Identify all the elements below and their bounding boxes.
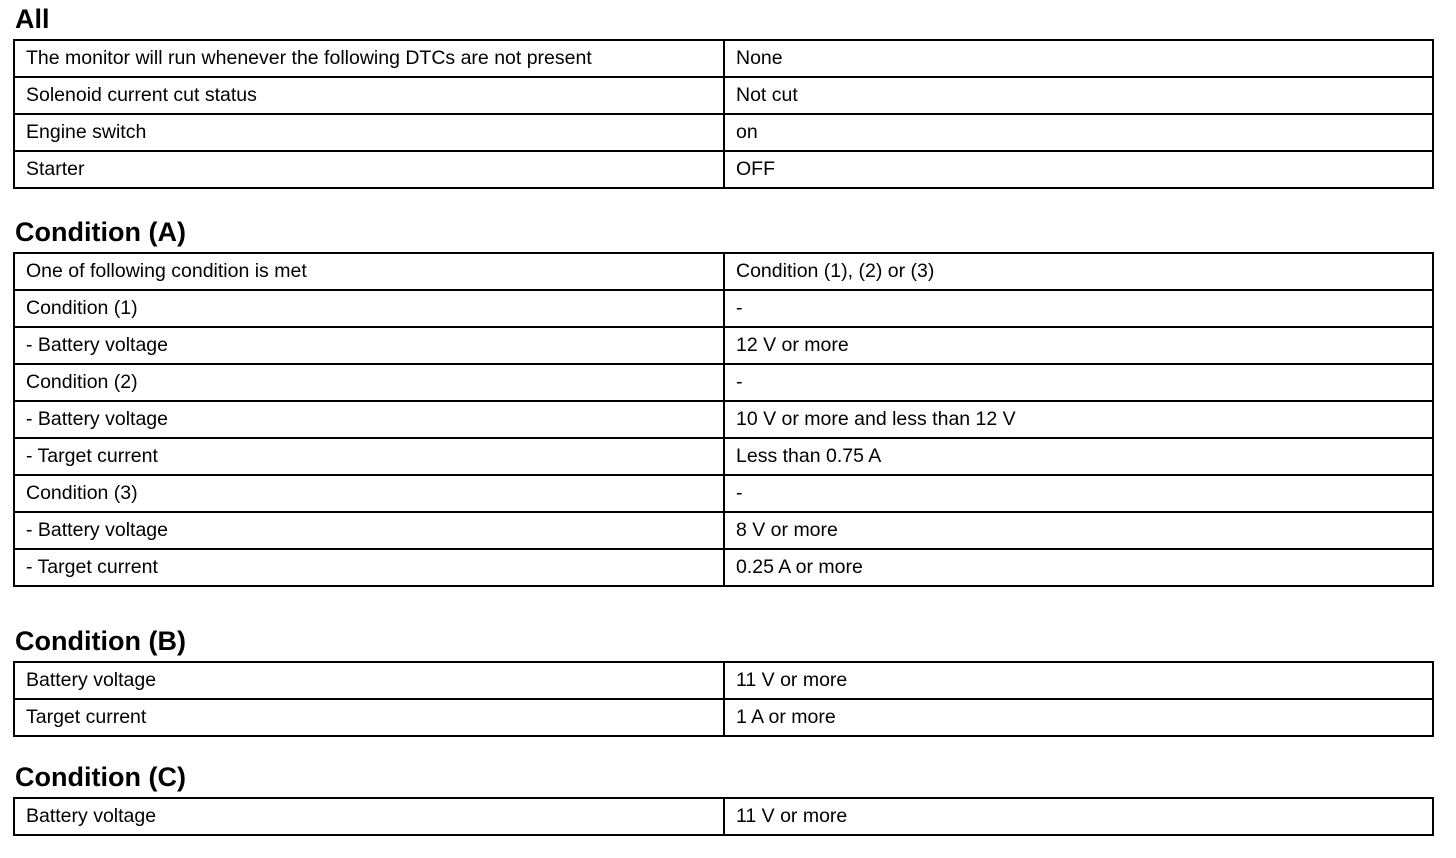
item-cell: Target current xyxy=(14,699,724,736)
value-cell: 12 V or more xyxy=(724,327,1433,364)
table-row xyxy=(14,151,1433,188)
condition-table xyxy=(13,252,1434,587)
item-cell: - Battery voltage xyxy=(14,327,724,364)
value-cell: 11 V or more xyxy=(724,798,1433,835)
section-condition-b xyxy=(13,626,1431,737)
table-row xyxy=(14,364,1433,401)
table-row xyxy=(14,327,1433,364)
item-cell: - Battery voltage xyxy=(14,512,724,549)
section-title: Condition (C) xyxy=(15,762,186,792)
value-cell: 8 V or more xyxy=(724,512,1433,549)
item-cell: Condition (2) xyxy=(14,364,724,401)
section-title: Condition (A) xyxy=(15,217,186,247)
item-cell: Starter xyxy=(14,151,724,188)
table-row xyxy=(14,798,1433,835)
value-cell: 1 A or more xyxy=(724,699,1433,736)
item-cell: The monitor will run whenever the following DTCs are not present xyxy=(14,40,724,77)
table-row xyxy=(14,549,1433,586)
item-cell: Battery voltage xyxy=(14,662,724,699)
item-cell: Engine switch xyxy=(14,114,724,151)
item-cell: Battery voltage xyxy=(14,798,724,835)
value-cell: 10 V or more and less than 12 V xyxy=(724,401,1433,438)
section-all xyxy=(13,4,1431,189)
table-row xyxy=(14,401,1433,438)
table-row xyxy=(14,290,1433,327)
section-title: All xyxy=(15,4,50,34)
value-cell: - xyxy=(724,364,1433,401)
item-cell: One of following condition is met xyxy=(14,253,724,290)
condition-table xyxy=(13,39,1434,189)
value-cell: Less than 0.75 A xyxy=(724,438,1433,475)
item-cell: Condition (3) xyxy=(14,475,724,512)
item-cell: - Target current xyxy=(14,549,724,586)
item-cell: - Battery voltage xyxy=(14,401,724,438)
condition-table xyxy=(13,797,1434,836)
condition-table xyxy=(13,661,1434,737)
table-row xyxy=(14,114,1433,151)
value-cell: on xyxy=(724,114,1433,151)
value-cell: - xyxy=(724,290,1433,327)
value-cell: Condition (1), (2) or (3) xyxy=(724,253,1433,290)
value-cell: - xyxy=(724,475,1433,512)
value-cell: OFF xyxy=(724,151,1433,188)
table-row xyxy=(14,699,1433,736)
section-condition-c xyxy=(13,762,1431,836)
item-cell: Solenoid current cut status xyxy=(14,77,724,114)
table-row xyxy=(14,512,1433,549)
table-row xyxy=(14,438,1433,475)
value-cell: Not cut xyxy=(724,77,1433,114)
section-title: Condition (B) xyxy=(15,626,186,656)
table-row xyxy=(14,662,1433,699)
table-row xyxy=(14,40,1433,77)
table-row xyxy=(14,77,1433,114)
table-row xyxy=(14,475,1433,512)
item-cell: Condition (1) xyxy=(14,290,724,327)
value-cell: None xyxy=(724,40,1433,77)
table-row xyxy=(14,253,1433,290)
section-condition-a xyxy=(13,217,1431,587)
value-cell: 0.25 A or more xyxy=(724,549,1433,586)
item-cell: - Target current xyxy=(14,438,724,475)
value-cell: 11 V or more xyxy=(724,662,1433,699)
